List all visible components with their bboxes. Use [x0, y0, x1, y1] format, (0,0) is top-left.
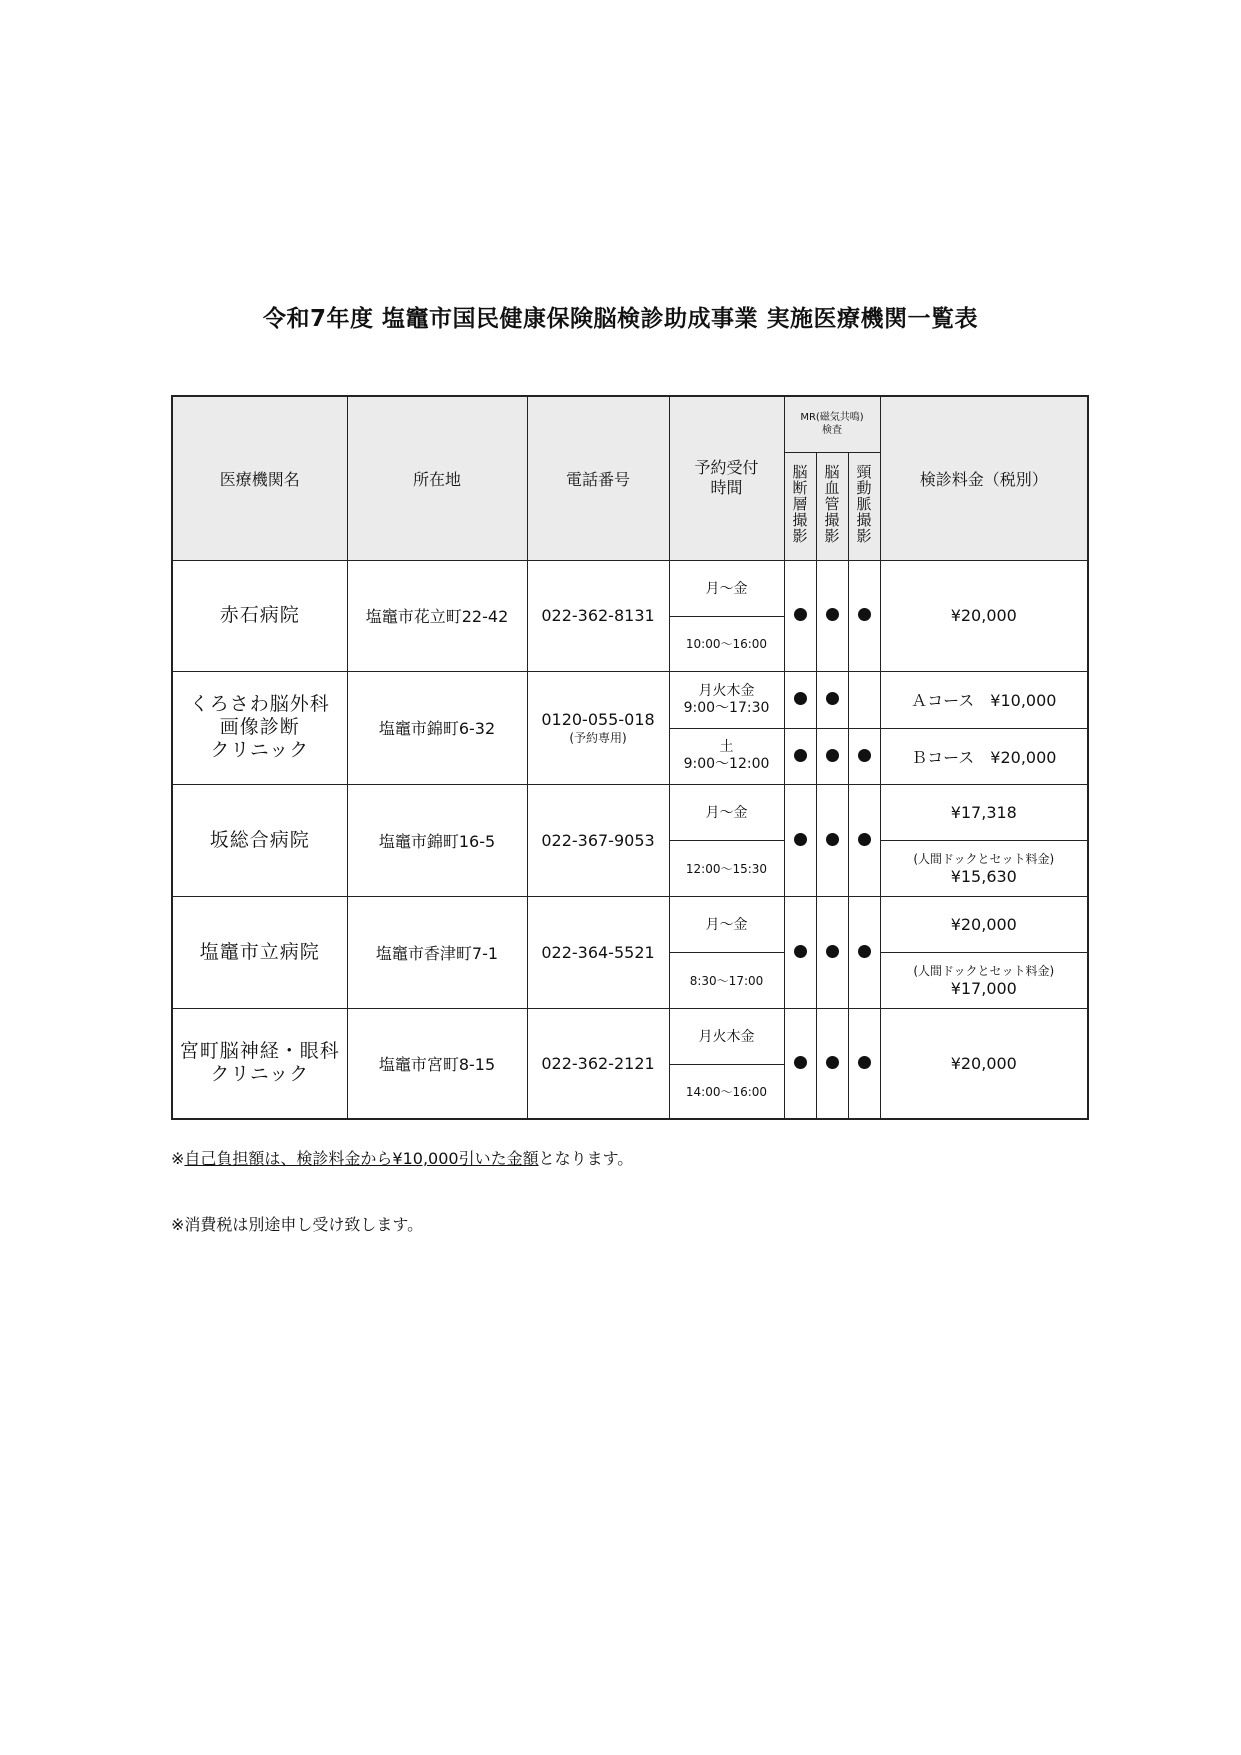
fee-set-value: ¥17,000 [950, 979, 1017, 998]
reservation-days: 月～金 [669, 560, 784, 616]
mr2-available [816, 1008, 848, 1119]
header-mr-brain-tomography: 脳断層撮影 [784, 452, 816, 560]
reservation-hours-a: 月火木金 9:00～17:30 [669, 671, 784, 728]
reservation-days: 月火木金 [669, 1008, 784, 1064]
header-fee: 検診料金（税別） [880, 396, 1088, 560]
phone-number: 0120-055-018 [541, 709, 655, 729]
note-prefix: ※ [171, 1149, 185, 1168]
mr3-available [848, 784, 880, 896]
note-suffix: となります。 [538, 1149, 634, 1168]
mr2-available [816, 784, 848, 896]
mr1-available [784, 728, 816, 784]
institution-name: 赤石病院 [172, 560, 347, 671]
institution-phone: 022-364-5521 [527, 896, 669, 1008]
note-self-payment [171, 1146, 633, 1169]
reservation-time: 8:30～17:00 [669, 952, 784, 1008]
mr2-available [816, 671, 848, 728]
reservation-hours-b: 土 9:00～12:00 [669, 728, 784, 784]
mr2-available [816, 728, 848, 784]
mr2-available [816, 896, 848, 1008]
mr1-available [784, 1008, 816, 1119]
institution-name: 塩竈市立病院 [172, 896, 347, 1008]
institution-name: 坂総合病院 [172, 784, 347, 896]
mr1-available [784, 560, 816, 671]
mr1-available [784, 784, 816, 896]
reservation-time: 14:00～16:00 [669, 1064, 784, 1119]
reservation-days: 月～金 [669, 896, 784, 952]
fee: ¥17,318 [880, 784, 1088, 840]
mr3-available [848, 896, 880, 1008]
institution-name: くろさわ脳外科 画像診断 クリニック [172, 671, 347, 784]
mr3-available [848, 671, 880, 728]
mr3-available [848, 560, 880, 671]
fee-course-a: Ａコース ¥10,000 [880, 671, 1088, 728]
mr1-available [784, 671, 816, 728]
reservation-days: 月～金 [669, 784, 784, 840]
fee-set-note: (人間ドックとセット料金) [913, 852, 1055, 866]
institution-name: 宮町脳神経・眼科 クリニック [172, 1008, 347, 1119]
header-mr-carotid: 頸動脈撮影 [848, 452, 880, 560]
mr2-available [816, 560, 848, 671]
institution-address: 塩竈市花立町22-42 [347, 560, 527, 671]
fee-course-b: Ｂコース ¥20,000 [880, 728, 1088, 784]
institution-address: 塩竈市錦町16-5 [347, 784, 527, 896]
institution-phone: 022-367-9053 [527, 784, 669, 896]
fee-set-note: (人間ドックとセット料金) [913, 964, 1055, 978]
fee-set [880, 840, 1088, 896]
page-title: 令和7年度 塩竈市国民健康保険脳検診助成事業 実施医療機関一覧表 [262, 306, 979, 332]
header-phone: 電話番号 [527, 396, 669, 560]
phone-note: (予約専用) [569, 730, 627, 745]
mr3-available [848, 728, 880, 784]
header-mr-group: MR(磁気共鳴) 検査 [784, 396, 880, 452]
fee: ¥20,000 [880, 560, 1088, 671]
header-mr-brain-vessel: 脳血管撮影 [816, 452, 848, 560]
fee-set-value: ¥15,630 [950, 867, 1017, 886]
institution-phone: 022-362-8131 [527, 560, 669, 671]
fee: ¥20,000 [880, 1008, 1088, 1119]
institution-table [171, 395, 1089, 1120]
header-hours: 予約受付 時間 [669, 396, 784, 560]
header-address: 所在地 [347, 396, 527, 560]
note-tax: ※消費税は別途申し受け致します。 [171, 1215, 424, 1234]
fee-set [880, 952, 1088, 1008]
reservation-time: 12:00～15:30 [669, 840, 784, 896]
reservation-time: 10:00～16:00 [669, 616, 784, 671]
institution-address: 塩竈市錦町6-32 [347, 671, 527, 784]
institution-phone [527, 671, 669, 784]
header-name: 医療機関名 [172, 396, 347, 560]
fee: ¥20,000 [880, 896, 1088, 952]
institution-address: 塩竈市香津町7-1 [347, 896, 527, 1008]
institution-address: 塩竈市宮町8-15 [347, 1008, 527, 1119]
mr3-available [848, 1008, 880, 1119]
mr1-available [784, 896, 816, 1008]
note-underlined: 自己負担額は、検診料金から¥10,000引いた金額 [184, 1149, 539, 1168]
institution-phone: 022-362-2121 [527, 1008, 669, 1119]
